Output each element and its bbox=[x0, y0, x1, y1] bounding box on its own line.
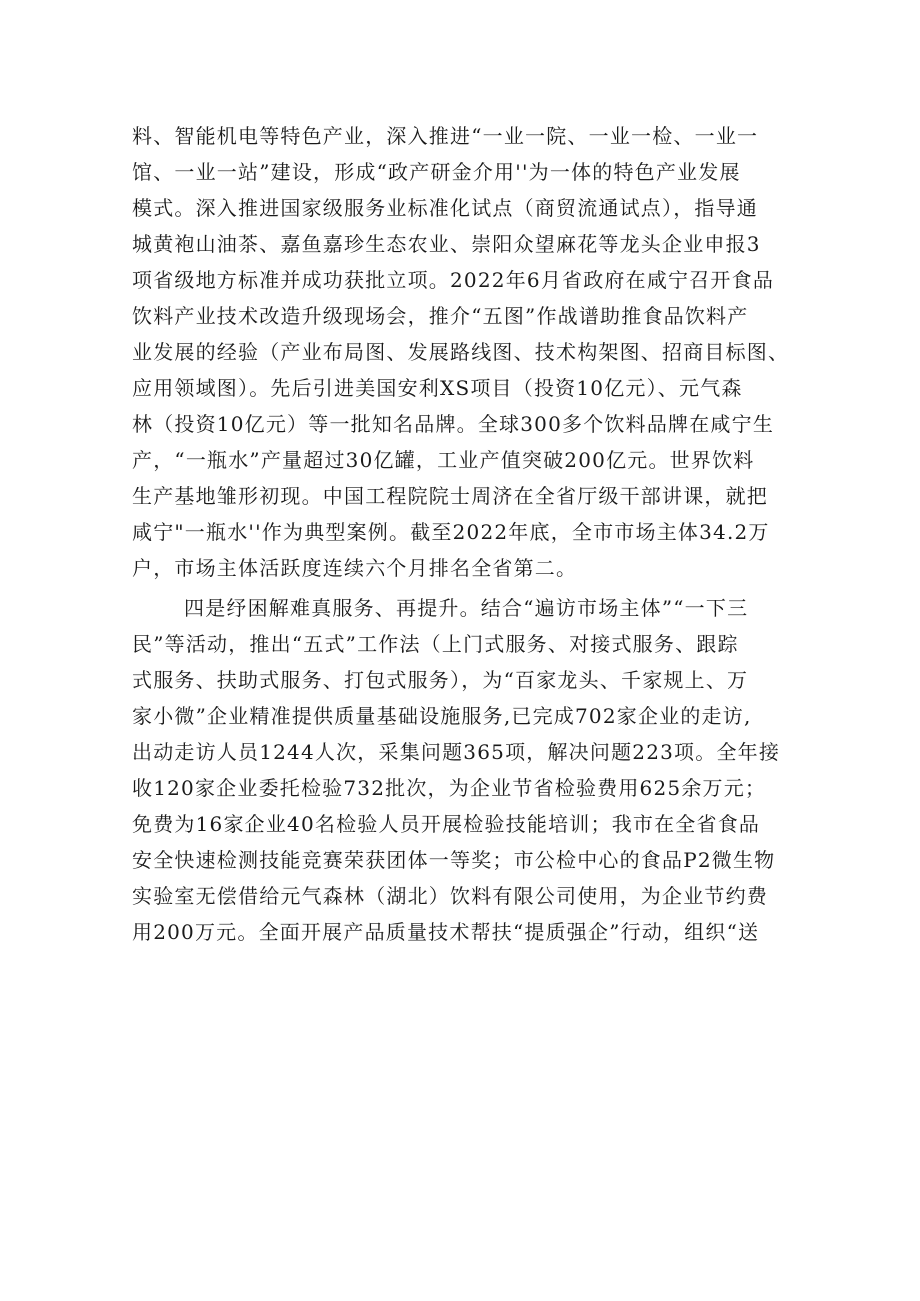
paragraph-line: 项省级地方标准并成功获批立项。2022年6月省政府在咸宁召开食品 bbox=[132, 268, 775, 292]
paragraph-line: 模式。深入推进国家级服务业标准化试点（商贸流通试点），指导通 bbox=[132, 196, 758, 220]
paragraph-line: 免费为16家企业40名检验人员开展检验技能培训；我市在全省食品 bbox=[132, 812, 761, 836]
paragraph-line: 应用领域图）。先后引进美国安利XS项目（投资10亿元）、元气森 bbox=[132, 376, 743, 400]
paragraph-line: 产，“一瓶水”产量超过30亿罐，工业产值突破200亿元。世界饮料 bbox=[132, 448, 755, 472]
paragraph-line: 安全快速检测技能竞赛荣获团体一等奖；市公检中心的食品P2微生物 bbox=[132, 848, 776, 872]
paragraph-line: 林（投资10亿元）等一批知名品牌。全球300多个饮料品牌在咸宁生 bbox=[132, 412, 775, 436]
paragraph-line: 实验室无偿借给元气森林（湖北）饮料有限公司使用，为企业节约费 bbox=[132, 884, 768, 908]
paragraph-line: 用200万元。全面开展产品质量技术帮扶“提质强企”行动，组织“送 bbox=[132, 920, 760, 944]
paragraph-line: 料、智能机电等特色产业，深入推进“一业一院、一业一检、一业一 bbox=[132, 124, 759, 148]
paragraph-line: 户，市场主体活跃度连续六个月排名全省第二。 bbox=[132, 556, 578, 580]
paragraph-line: 饮料产业技术改造升级现场会，推介“五图”作战谱助推食品饮料产 bbox=[132, 304, 749, 328]
paragraph-line: 城黄袍山油茶、嘉鱼嘉珍生态农业、崇阳众望麻花等龙头企业申报3 bbox=[132, 232, 761, 256]
paragraph-line: 馆、一业一站”建设，形成“政产研金介用''为一体的特色产业发展 bbox=[132, 160, 741, 184]
paragraph-line: 出动走访人员1244人次，采集问题365项，解决问题223项。全年接 bbox=[132, 740, 781, 764]
paragraph-line: 生产基地雏形初现。中国工程院院士周济在全省厅级干部讲课，就把 bbox=[132, 484, 768, 508]
paragraph-line: 收120家企业委托检验732批次，为企业节省检验费用625余万元； bbox=[132, 776, 767, 800]
paragraph-line: 业发展的经验（产业布局图、发展路线图、技术构架图、招商目标图、 bbox=[132, 340, 790, 364]
paragraph-1 bbox=[132, 118, 812, 586]
paragraph-line-first: 四是纾困解难真服务、再提升。结合“遍访市场主体”“一下三 bbox=[184, 596, 749, 620]
paragraph-line: 民”等活动，推出“五式”工作法（上门式服务、对接式服务、跟踪 bbox=[132, 632, 739, 656]
paragraph-line: 式服务、扶助式服务、打包式服务），为“百家龙头、千家规上、万 bbox=[132, 668, 749, 692]
paragraph-2 bbox=[132, 590, 812, 950]
document-body bbox=[132, 118, 812, 950]
paragraph-line: 咸宁"一瓶水''作为典型案例。截至2022年底，全市市场主体34.2万 bbox=[132, 520, 770, 544]
paragraph-line: 家小微”企业精准提供质量基础设施服务,已完成702家企业的走访, bbox=[132, 704, 752, 728]
